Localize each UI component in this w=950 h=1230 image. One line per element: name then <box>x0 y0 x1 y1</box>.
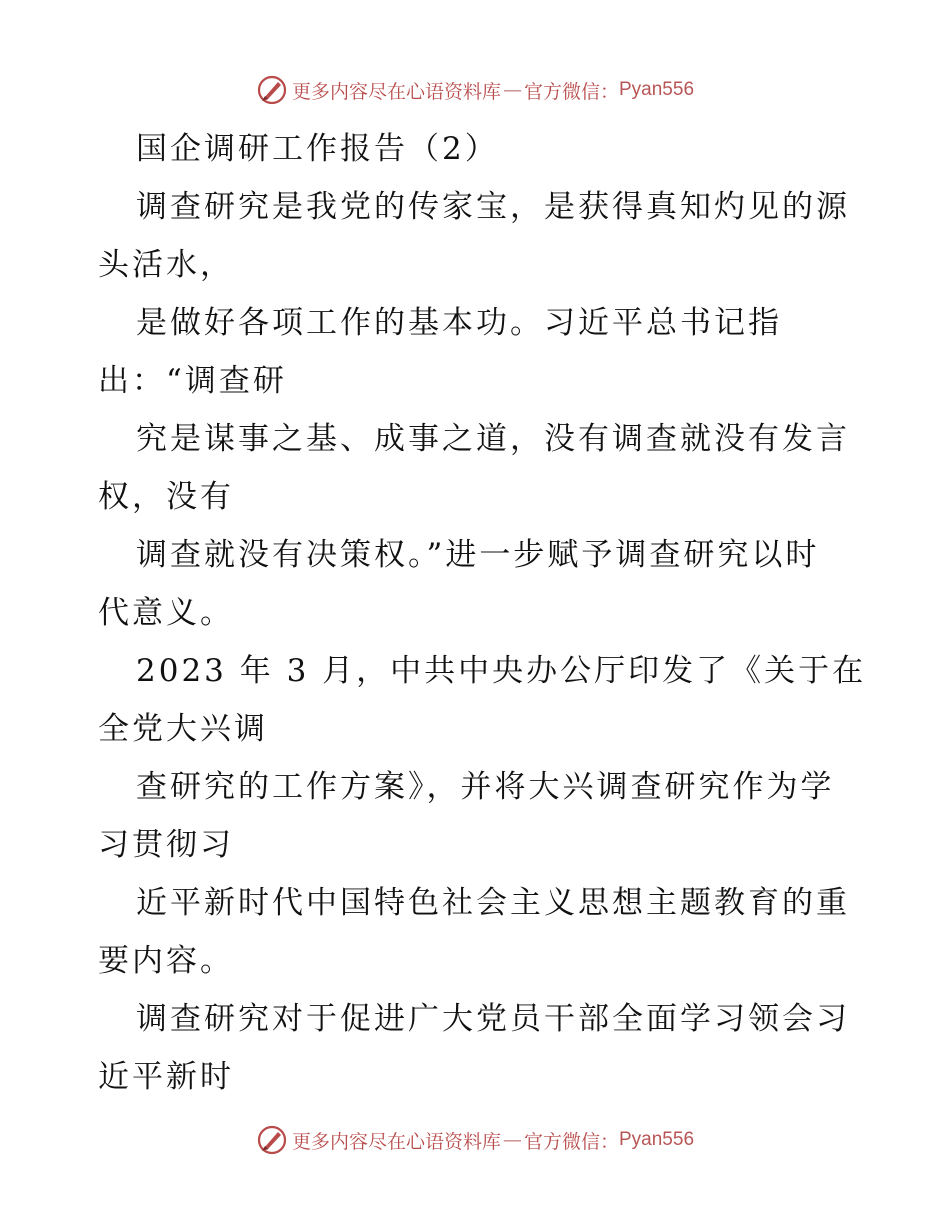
paragraph-line: 查研究的工作方案》，并将大兴调查研究作为学 <box>136 769 835 805</box>
watermark-separator: — <box>502 1129 522 1151</box>
watermark-separator: — <box>502 79 522 101</box>
paragraph-line: 究是谋事之基、成事之道，没有调查就没有发言 <box>136 421 850 457</box>
footer-watermark <box>0 1120 950 1160</box>
watermark-wechat-id: Pyan556 <box>619 79 695 100</box>
red-quill-logo-icon <box>256 74 288 106</box>
paragraph-line: 头活水， <box>98 247 234 283</box>
paragraph-line: 调查就没有决策权。”进一步赋予调查研究以时 <box>136 537 820 573</box>
paragraph-line: 出：“调查研 <box>98 363 287 399</box>
watermark-site-text: 更多内容尽在心语资料库 <box>291 80 501 103</box>
watermark-wechat-label: 官方微信： <box>523 1130 619 1153</box>
paragraph-line: 是做好各项工作的基本功。习近平总书记指 <box>136 305 782 341</box>
paragraph-line: 代意义。 <box>98 595 234 631</box>
paragraph-line: 调查研究是我党的传家宝，是获得真知灼见的源 <box>136 189 850 225</box>
document-title: 国企调研工作报告（2） <box>136 131 499 167</box>
header-watermark <box>0 70 950 110</box>
red-quill-logo-icon <box>256 1124 288 1156</box>
paragraph-line: 2023 年 3 月，中共中央办公厅印发了《关于在 <box>136 653 867 689</box>
paragraph-line: 调查研究对于促进广大党员干部全面学习领会习 <box>136 1001 850 1037</box>
paragraph-line: 权，没有 <box>98 479 234 515</box>
watermark-wechat-id: Pyan556 <box>619 1129 695 1150</box>
paragraph-line: 近平新时代中国特色社会主义思想主题教育的重 <box>136 885 850 921</box>
paragraph-line: 要内容。 <box>98 943 234 979</box>
document-body <box>98 120 867 1106</box>
paragraph-line: 习贯彻习 <box>98 827 234 863</box>
watermark-site-text: 更多内容尽在心语资料库 <box>291 1130 501 1153</box>
paragraph-line: 全党大兴调 <box>98 711 268 747</box>
paragraph-line: 近平新时 <box>98 1059 234 1095</box>
watermark-wechat-label: 官方微信： <box>523 80 619 103</box>
